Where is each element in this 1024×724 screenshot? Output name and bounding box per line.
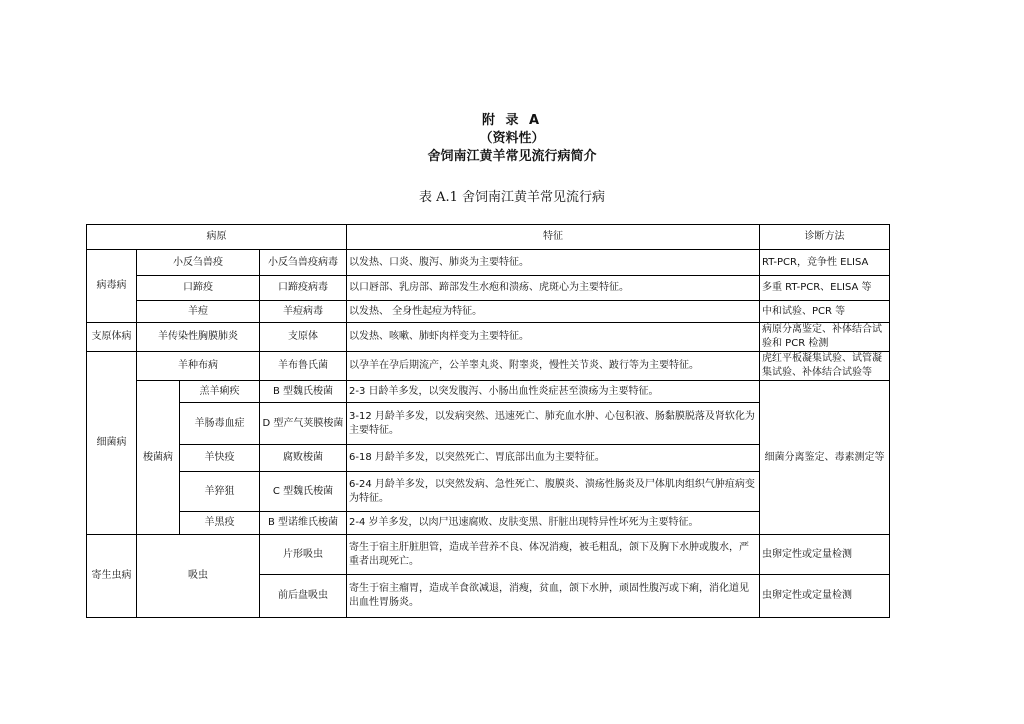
table-row xyxy=(87,381,890,403)
header-pathogen: 病原 xyxy=(87,225,347,250)
disease-name: 羊猝狙 xyxy=(180,472,260,512)
header-row xyxy=(87,225,890,250)
table-row xyxy=(87,323,890,352)
diagnosis-text: 虎红平板凝集试验、试管凝集试验、补体结合试验等 xyxy=(760,352,890,381)
disease-name: 小反刍兽疫 xyxy=(137,250,260,276)
header-features: 特征 xyxy=(347,225,760,250)
agent-name: B 型魏氏梭菌 xyxy=(260,381,347,403)
feature-text: 以孕羊在孕后期流产，公羊睾丸炎、附睾炎，慢性关节炎、跛行等为主要特征。 xyxy=(347,352,760,381)
table-row xyxy=(87,352,890,381)
agent-name: 口蹄疫病毒 xyxy=(260,276,347,301)
feature-text: 寄生于宿主瘤胃，造成羊食欲减退，消瘦，贫血，颌下水肿，顽固性腹泻或下痢，消化道见出血性胃肠炎。 xyxy=(347,575,760,618)
agent-name: D 型产气荚膜梭菌 xyxy=(260,403,347,445)
disease-name: 羊快疫 xyxy=(180,445,260,472)
disease-name: 羔羊痢疾 xyxy=(180,381,260,403)
header-diagnosis: 诊断方法 xyxy=(760,225,890,250)
disease-name: 羊肠毒血症 xyxy=(180,403,260,445)
group-bacteria: 细菌病 xyxy=(87,352,137,535)
agent-name: 羊布鲁氏菌 xyxy=(260,352,347,381)
diagnosis-text: RT-PCR，竞争性 ELISA xyxy=(760,250,890,276)
diagnosis-text: 虫卵定性或定量检测 xyxy=(760,535,890,575)
clostridial-diagnosis: 细菌分离鉴定、毒素测定等 xyxy=(760,381,890,535)
diagnosis-text: 病原分离鉴定、补体结合试验和 PCR 检测 xyxy=(760,323,890,352)
feature-text: 寄生于宿主肝脏胆管，造成羊营养不良、体况消瘦，被毛粗乱，颌下及胸下水肿或腹水，严重者出现死亡。 xyxy=(347,535,760,575)
feature-text: 6-24 月龄羊多发，以突然发病、急性死亡、腹膜炎、溃疡性肠炎及尸体肌肉组织气肿疽病变为特征。 xyxy=(347,472,760,512)
diagnosis-text: 虫卵定性或定量检测 xyxy=(760,575,890,618)
agent-name: 片形吸虫 xyxy=(260,535,347,575)
feature-text: 以发热、 全身性起痘为特征。 xyxy=(347,301,760,323)
table-caption: 表 A.1 舍饲南江黄羊常见流行病 xyxy=(418,190,606,205)
feature-text: 以发热、咳嗽、肺虾肉样变为主要特征。 xyxy=(347,323,760,352)
diagnosis-text: 多重 RT-PCR、ELISA 等 xyxy=(760,276,890,301)
agent-name: 小反刍兽疫病毒 xyxy=(260,250,347,276)
agent-name: 前后盘吸虫 xyxy=(260,575,347,618)
agent-name: 腐败梭菌 xyxy=(260,445,347,472)
disease-name: 羊黑疫 xyxy=(180,512,260,535)
feature-text: 6-18 月龄羊多发，以突然死亡、胃底部出血为主要特征。 xyxy=(347,445,760,472)
appendix-title: 舍饲南江黄羊常见流行病简介 xyxy=(427,149,597,164)
appendix-label: 附 录 A xyxy=(481,113,543,128)
disease-table xyxy=(86,224,890,618)
agent-name: B 型诺维氏梭菌 xyxy=(260,512,347,535)
disease-name: 羊痘 xyxy=(137,301,260,323)
agent-name: C 型魏氏梭菌 xyxy=(260,472,347,512)
group-clostridial: 梭菌病 xyxy=(137,381,180,535)
disease-name: 羊传染性胸膜肺炎 xyxy=(137,323,260,352)
feature-text: 3-12 月龄羊多发，以发病突然、迅速死亡、肺充血水肿、心包积液、肠黏膜脱落及肾软化为主要特征。 xyxy=(347,403,760,445)
agent-name: 羊痘病毒 xyxy=(260,301,347,323)
group-fluke: 吸虫 xyxy=(137,535,260,618)
group-parasite: 寄生虫病 xyxy=(87,535,137,618)
appendix-type: （资料性） xyxy=(479,131,545,146)
disease-name: 羊种布病 xyxy=(137,352,260,381)
diagnosis-text: 中和试验、PCR 等 xyxy=(760,301,890,323)
feature-text: 2-3 日龄羊多发，以突发腹泻、小肠出血性炎症甚至溃疡为主要特征。 xyxy=(347,381,760,403)
group-virus: 病毒病 xyxy=(87,250,137,323)
feature-text: 2-4 岁羊多发，以肉尸迅速腐败、皮肤变黑、肝脏出现特异性坏死为主要特征。 xyxy=(347,512,760,535)
feature-text: 以发热、口炎、腹泻、肺炎为主要特征。 xyxy=(347,250,760,276)
table-row xyxy=(87,535,890,575)
disease-name: 口蹄疫 xyxy=(137,276,260,301)
agent-name: 支原体 xyxy=(260,323,347,352)
feature-text: 以口唇部、乳房部、蹄部发生水疱和溃疡、虎斑心为主要特征。 xyxy=(347,276,760,301)
table-row xyxy=(87,250,890,276)
table-row xyxy=(87,301,890,323)
group-mycoplasma: 支原体病 xyxy=(87,323,137,352)
table-row xyxy=(87,276,890,301)
